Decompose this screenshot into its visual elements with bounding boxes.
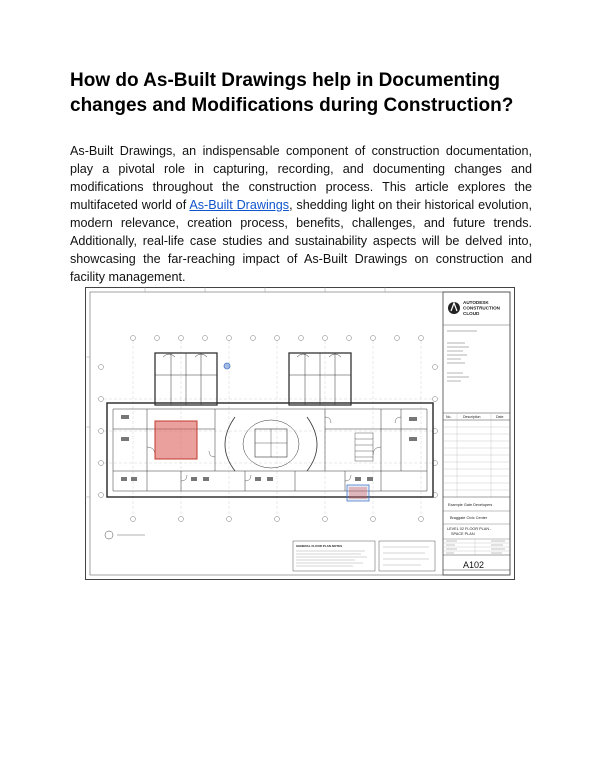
intro-text-start: As-Built Drawings, an indispensable component of construction documentation, play a pivotal role in capturing, recording, and documenting changes and modifications throughout the construction process. This article explores the multifaceted world of xyxy=(70,144,532,212)
as-built-drawings-link[interactable]: As-Built Drawings xyxy=(189,198,290,212)
rev-col-no: No. xyxy=(446,415,452,419)
rev-col-date: Date xyxy=(496,415,504,419)
project-name: Braggate Civic Center xyxy=(450,516,488,520)
article-title: How do As-Built Drawings help in Documenting changes and Modifications during Construction? xyxy=(70,70,514,116)
sheet-title-line-1: LEVEL 02 FLOOR PLAN - xyxy=(447,527,492,531)
red-markup-area xyxy=(155,421,197,459)
sheet-number: A102 xyxy=(463,560,485,570)
intro-text-end: , shedding light on their historical evolution, modern relevance, creation process, benefits, challenges, and future trends. Additionally, real-life case studies and sustainability aspects will be delved into, showcasing the far-reaching impact of As-Built Drawings on construction and facility management. xyxy=(70,198,532,284)
sheet-title-line-2: SPACE PLAN xyxy=(451,532,475,536)
logo-line-1: AUTODESK xyxy=(463,300,489,305)
logo-line-2: CONSTRUCTION xyxy=(463,305,501,311)
logo-line-3: CLOUD xyxy=(463,311,480,316)
article-intro xyxy=(70,142,532,286)
project-client: Example Gate Developers xyxy=(448,503,493,507)
rev-col-description: Description xyxy=(463,415,481,419)
floor-plan-drawing xyxy=(85,287,515,580)
notes-title: GENERAL FLOOR PLAN NOTES xyxy=(296,544,343,548)
